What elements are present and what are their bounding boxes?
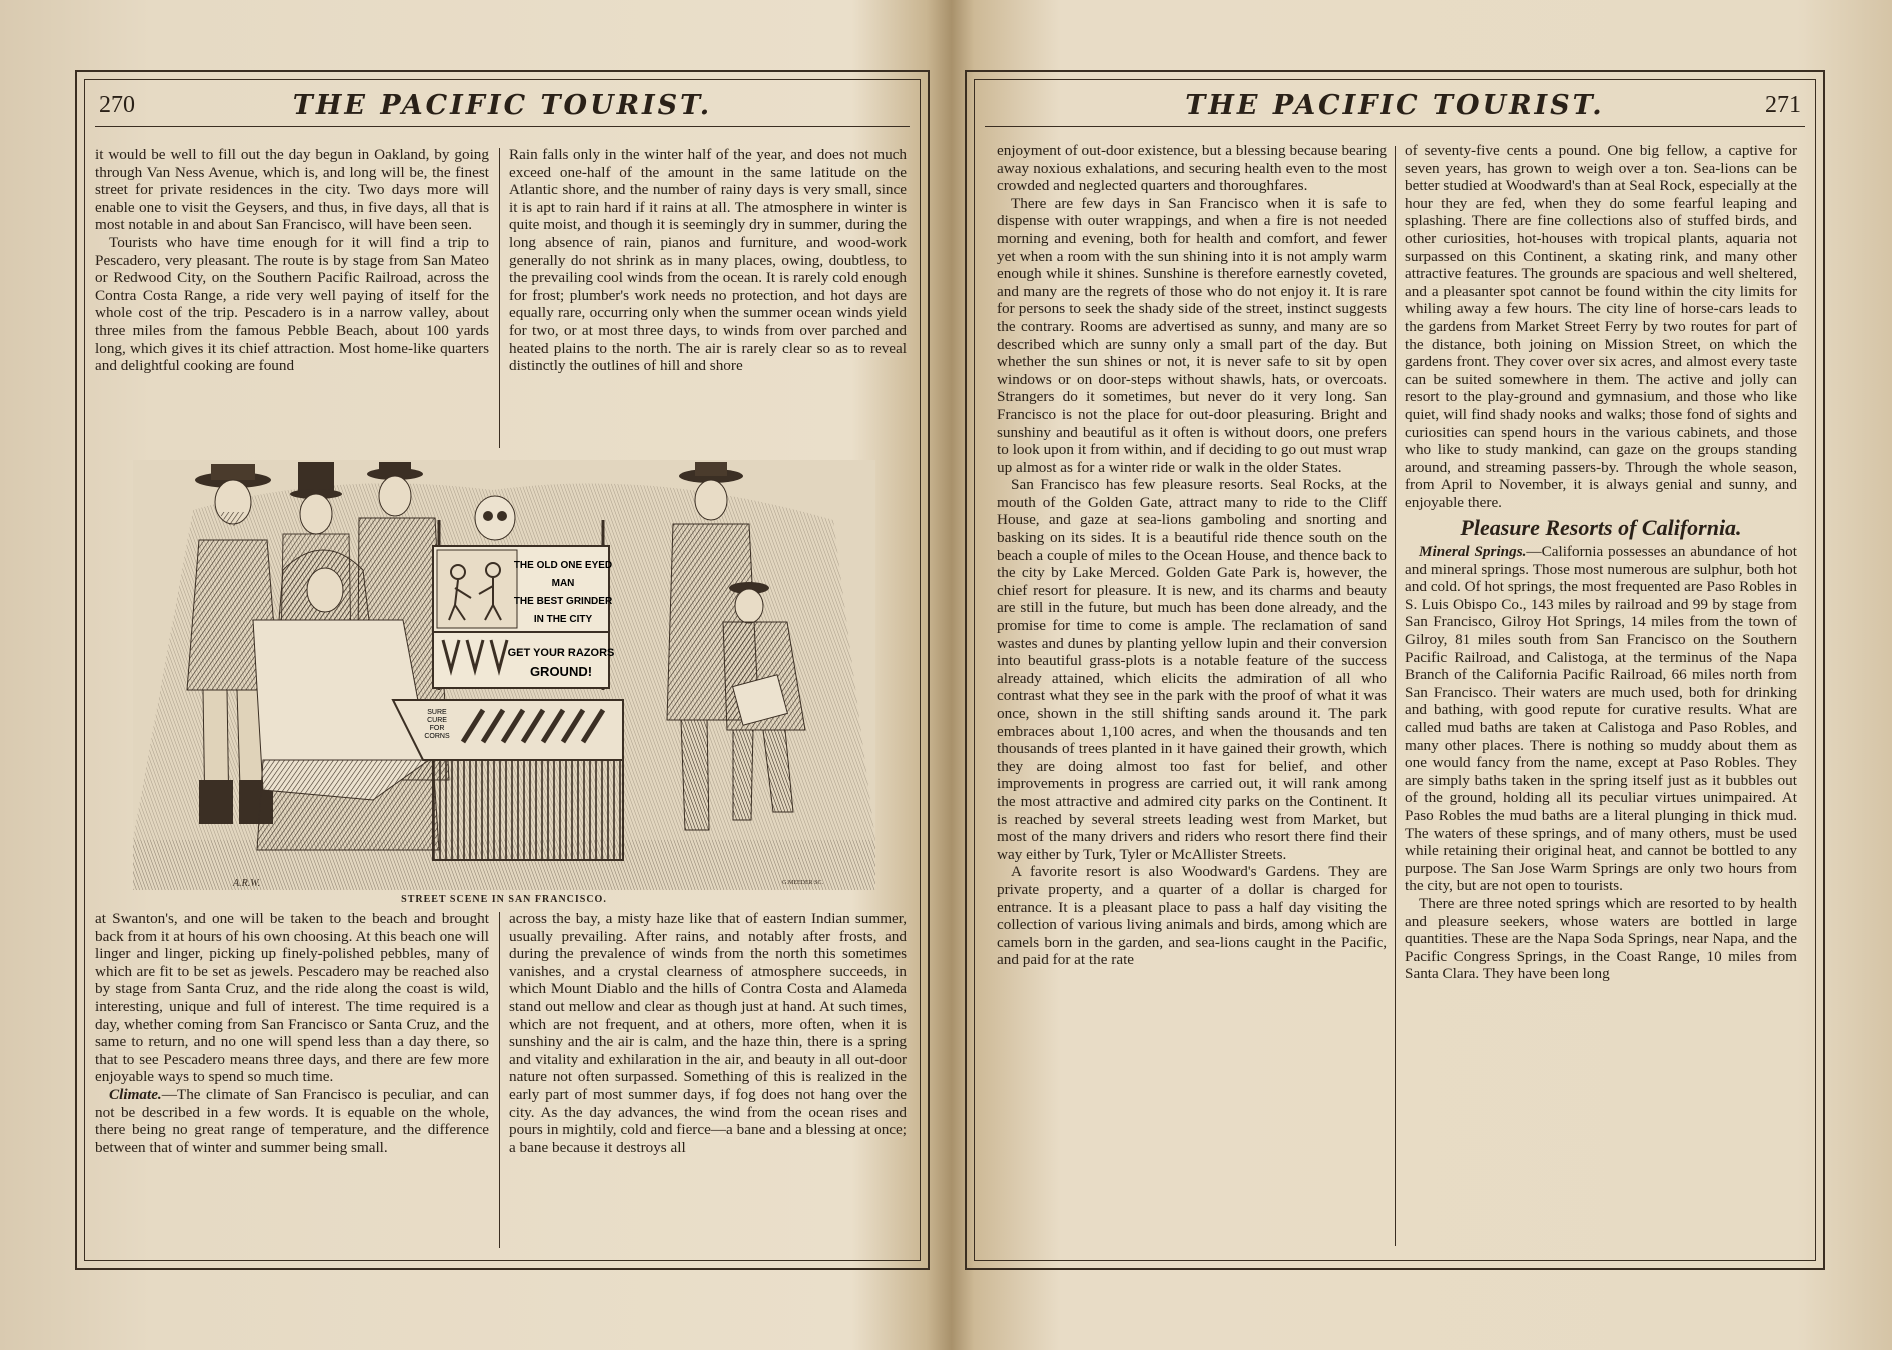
skull-icon [475, 496, 515, 540]
paragraph: at Swanton's, and one will be taken to the beach and brought back from it at hours of his own choosing. At this beach one will linger and linger, picking up finely-polished pebbles, many of which are fit to be set as jewels. Pescadero may be reached also by stage from Santa Cruz, and the ride along the coast is wild, interesting, unique and full of interest. The time required is a day, whether coming from San Francisco or Santa Cruz, and the same to return, and no one will spend less than a day there, so that to see Pescadero means three days, and there are few more enjoyable ways to spend so much time. [95, 910, 489, 1086]
paragraph: enjoyment of out-door existence, but a blessing because bearing away noxious exhalations, and securing health even to the most crowded and neglected quarters and thoroughfares. [997, 142, 1387, 195]
right-page-number: 271 [1765, 92, 1801, 118]
razor-sign-line-1: GET YOUR RAZORS [507, 647, 615, 659]
sign-line-1: THE OLD ONE EYED [513, 560, 613, 571]
left-lower-column-2 [509, 910, 907, 1252]
left-upper-column-2 [509, 146, 907, 451]
sign-line-4: IN THE CITY [533, 614, 593, 625]
column-rule [1395, 146, 1396, 1246]
street-scene-illustration [133, 460, 875, 890]
corn-sign-line-4: CORNS [424, 733, 450, 740]
climate-text: —The climate of San Francisco is peculiar, and can not be described in a few words. It is equable on the whole, there being no great range of temperature, and the difference between that of winter and summer being small. [95, 1085, 489, 1156]
left-page-header [95, 86, 910, 127]
mineral-springs-heading: Mineral Springs. [1419, 543, 1527, 561]
left-running-head: THE PACIFIC TOURIST. [292, 90, 713, 121]
grinder-box [433, 760, 623, 860]
left-lower-column-1 [95, 910, 489, 1252]
paragraph: There are few days in San Francisco when it is safe to dispense with outer wrappings, and when a fire is not needed morning and evening, both for health and comfort, and fewer yet when a room with the sun shining into it is not amply warm enough while it shines. Sunshine is therefore earnestly coveted, and many are the regrets of those who do not enjoy it. It is rare for persons to seek the shady side of the street, instinct suggests the contrary. Rooms are advertised as sunny, and many are so described which are sunny only a small part of the day. But whether the sun shines or not, it is never safe to sit by open windows or on door-steps without shawls, hats, or overcoats. Strangers do it sometimes, but never do it very long. San Francisco is not the place for out-door pleasuring. Bright and sunshiny and beautiful as it often is without doors, one prefers to look upon it from within, and if deciding to go out must wrap up almost as for a winter ride or walk in the older States. [997, 194, 1387, 476]
sign-line-2: MAN [551, 578, 575, 589]
right-column-2 [1405, 142, 1797, 1247]
paragraph: Rain falls only in the winter half of the year, and does not much exceed one-half of the amount in the same latitude on the Atlantic shore, and the number of rainy days is very small, since it is apt to rain hard if it rains at all. The atmosphere in winter is quite moist, and though it is seemingly dry in summer, during the long absence of rain, pianos and furniture, and wood-work generally do not shrink as in many places, owing, doubtless, to the prevailing cool winds from the ocean. It is rarely cold enough for frost; plumber's work needs no protection, and hot days are equally rare, occurring only when the summer ocean winds yield for two, or at most three days, to winds from over parched and heated plains to the north. The air is rarely clear so as to reveal distinctly the outlines of hill and shore [509, 146, 907, 375]
corn-sign-line-1: SURE [427, 709, 447, 716]
paragraph: it would be well to fill out the day begun in Oakland, by going through Van Ness Avenue, which is, and long will be, the finest street for private residences in the city. Two days more will enable one to visit the Geysers, and thus, in five days, all that is most notable in and about San Francisco, will have been seen. [95, 146, 489, 234]
artist-mark: A.R.W. [233, 878, 261, 889]
right-page-header [985, 86, 1805, 127]
paragraph: There are three noted springs which are resorted to by health and pleasure seekers, whose waters are bottled in large quantities. These are the Napa Soda Springs, near Napa, and the Pacific Congress Springs, in the Coast Range, 10 miles from Santa Clara. They have been long [1405, 894, 1797, 983]
paragraph: San Francisco has few pleasure resorts. Seal Rocks, at the mouth of the Golden Gate, attract many to ride to the Cliff House, and gaze at sea-lions gamboling and snorting and basking on its sides. It is a beautiful ride thence south on the beach a couple of miles to the Ocean House, and thence back to the city by Lake Merced. Golden Gate Park is, however, the chief resort for pleasure. It is new, and its charms and beauty are still in the future, but much has been done already, and the promise for time to come is ample. The reclamation of sand wastes and dunes by planting yellow lupin and their conversion into beautiful grass-plots is a notable feature of the success already attained, which elicits the admiration of all who contrast what they see in the park with the proof of what it was once, shown in the still shifting sands around it. The park embraces about 1,100 acres, and when the thousands and ten thousands of trees planted in it have gained their growth, which they are doing almost too fast for belief, and other improvements in progress are carried out, it will rank among the most attractive and admired city parks on the Continent. It is reached by several streets leading west from Market, but most of the many drivers and riders who resort there find their way either by Turk, Tyler or McAllister Streets. [997, 476, 1387, 863]
paragraph: Tourists who have time enough for it will find a trip to Pescadero, very pleasant. The route is by stage from San Mateo or Redwood City, on the Southern Pacific Railroad, across the Contra Costa Range, a ride very well paying of itself for the whole cost of the trip. Pescadero is in a narrow valley, about three miles from the famous Pebble Beach, about 100 yards long, which gives it its chief attraction. Most home-like quarters and delightful cooking are found [95, 233, 489, 375]
left-page [75, 70, 930, 1270]
left-upper-column-1 [95, 146, 489, 451]
corn-sign-line-2: CURE [427, 717, 447, 724]
sign-line-3: THE BEST GRINDER [513, 596, 613, 607]
illustration-caption: STREET SCENE IN SAN FRANCISCO. [401, 894, 607, 905]
column-rule [499, 912, 500, 1248]
paragraph [1405, 543, 1797, 895]
razor-sign-line-2: GROUND! [529, 664, 593, 679]
engraver-mark: G.MEEDER SC. [782, 880, 823, 886]
left-page-number: 270 [99, 92, 135, 118]
paragraph: across the bay, a misty haze like that of eastern Indian summer, usually prevailing. After rains, and notably after frosts, and during the prevalence of winds from the north this sometimes vanishes, and a crystal clearness of atmosphere succeeds, in which Mount Diablo and the hills of Contra Costa and Alameda stand out mellow and clear as though just at hand. At such times, which are not frequent, and at others, more often, when it is sunshiny and the air is calm, and the haze thin, there is a spring and vitality and exhilaration in the air, and beauty in all out-door nature not often surpassed. Something of this is realized in the early part of most summer days, if fog does not hang over the city. As the day advances, the wind from the ocean rises and pours in mightily, cold and fierce—a bane and a blessing at once; a bane because it destroys all [509, 910, 907, 1156]
column-rule [499, 148, 500, 448]
right-page [965, 70, 1825, 1270]
paragraph [95, 1086, 489, 1156]
section-title: Pleasure Resorts of California. [1460, 515, 1742, 541]
right-running-head: THE PACIFIC TOURIST. [1185, 90, 1605, 121]
paragraph: of seventy-five cents a pound. One big fellow, a captive for seven years, has grown to weigh over a ton. Sea-lions can be better studied at Woodward's than at Seal Rock, especially at the hour they are fed, when they do some fearful leaping and splashing. There are fine collections also of stuffed birds, and other curiosities, hot-houses with tropical plants, aquaria not surpassed on this Continent, a skating rink, and many other attractive features. The grounds are spacious and well sheltered, and a pleasanter spot cannot be found within the city limits for whiling away a few hours. The city line of horse-cars leads to the gardens from Market Street Ferry by two routes for part of the distance, both joining on Mission Street, on which the gardens front. They cover over six acres, and almost every taste can be suited somewhere in them. The active and jolly can resort to the play-ground and gymnasium, and those who like quiet, will find shady nooks and walks; those fond of sights and curiosities can spend hours in the various cabinets, and those who like to study mankind, can gaze on the groups standing around, and streaming passers-by. Through the whole season, from April to November, it is always genial and sunny, and enjoyable there. [1405, 142, 1797, 511]
climate-heading: Climate. [109, 1085, 162, 1103]
corn-sign-line-3: FOR [429, 725, 445, 732]
mineral-springs-text: —California possesses an abundance of hot and mineral springs. Those most numerous are sulphur, both hot and cold. Of hot springs, the most frequented are Paso Robles in S. Luis Obispo Co., 143 miles by railroad and 99 by stage from San Francisco, Gilroy Hot Springs, 14 miles from the town of Gilroy, 81 miles south from San Francisco on the Southern Pacific Railroad, and Calistoga, at the terminus of the Napa Branch of the California Pacific Railroad, 66 miles north from San Francisco. Their waters are much used, both for drinking and bathing, with good repute for curative results. What are called mud baths are taken at Calistoga and Paso Robles, and many other places. There is nothing so muddy about them as one would fancy from the name, except at Paso Robles. They are simply baths taken in the spring itself just as it bubbles out of the ground, holding all its peculiar virtues unimpaired. At Paso Robles the mud baths are a literal plunging in thick mud. The waters of these springs, and of many others, must be used while retaining their original heat, and cannot be bottled to any purpose. The San Jose Warm Springs are only two hours from the city, but are not open to tourists. [1405, 543, 1797, 895]
right-column-1 [997, 142, 1387, 1247]
paragraph: A favorite resort is also Woodward's Gardens. They are private property, and a quarter of a dollar is charged for entrance. It is a pleasant place to pass a half day visiting the collection of various living animals and birds, among which are camels born in the garden, and sea-lions caught in the Pacific, and paid for at the rate [997, 863, 1387, 969]
